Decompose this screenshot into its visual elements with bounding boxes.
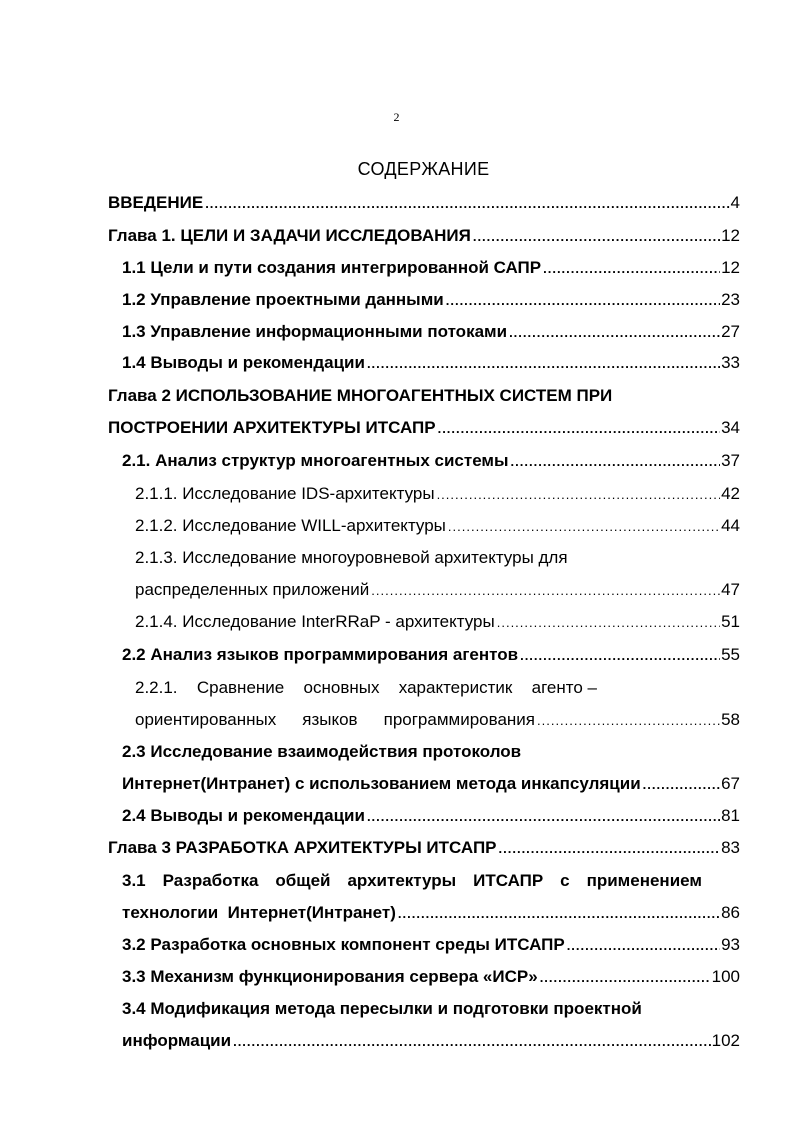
toc-entry-2-2 [122,642,740,668]
toc-entry-3-2 [122,932,740,958]
toc-entry-2-4 [122,803,740,829]
leader-dots [448,514,720,540]
toc-entry-text: информации [122,1031,232,1050]
page-number: 2 [393,110,400,124]
leader-dots [520,643,720,669]
word: архитектуры [347,871,457,890]
toc-entry-intro [108,190,740,216]
word: общей [275,871,331,890]
word: языков [302,710,358,729]
leader-dots [371,578,720,604]
word: 2.2.1. [135,678,178,697]
word: применением [586,871,702,890]
leader-dots [567,933,720,959]
toc-entry-chapter-3 [108,835,740,861]
word: с [560,871,570,890]
word: агенто – [531,678,597,697]
toc-entry-3-1 [122,900,740,926]
leader-dots [367,804,720,830]
toc-entry-page: 51 [721,612,740,631]
toc-entry-3-3 [122,964,740,990]
toc-entry-text: Интернет(Интранет) с использованием метода инкапсуляции [122,774,641,793]
toc-entry-1-4 [122,350,740,376]
word: ориентированных [135,710,277,729]
toc-entry-text: 2.2 Анализ языков программирования агентов [122,645,519,664]
toc-entry-page: 34 [721,418,740,437]
leader-dots [511,449,721,475]
word: ИТСАПР [473,871,544,890]
toc-entry-page: 47 [721,580,740,599]
word: 3.1 [122,871,146,890]
toc-entry-text: 3.2 Разработка основных компонент среды ИТСАПР [122,935,565,954]
toc-entry-page: 42 [721,484,740,503]
toc-entry-page: 81 [721,806,740,825]
toc-entry-page: 58 [721,710,740,729]
toc-entry-page: 102 [711,1031,740,1050]
toc-entry-page: 86 [721,903,740,922]
toc-entry-chapter-2 [108,415,740,441]
toc-entry-2-1-4 [135,609,740,635]
toc-entry-page: 4 [730,193,740,212]
toc-entry-page: 37 [721,451,740,470]
word: основных [303,678,380,697]
toc-entry-2-3 [122,771,740,797]
toc-entry-chapter-2-line1: Глава 2 ИСПОЛЬЗОВАНИЕ МНОГОАГЕНТНЫХ СИСТЕМ ПРИ [108,386,613,405]
toc-entry-3-1-line1 [122,868,702,894]
toc-entry-page: 55 [721,645,740,664]
toc-entry-text: ПОСТРОЕНИИ АРХИТЕКТУРЫ ИТСАПР [108,418,436,437]
toc-entry-text: 1.4 Выводы и рекомендации [122,353,365,372]
leader-dots [398,901,720,927]
toc-entry-page: 12 [721,258,740,277]
leader-dots [233,1029,711,1055]
toc-entry-page: 100 [711,967,740,986]
toc-entry-text: распределенных приложений [135,580,370,599]
toc-entry-page: 23 [721,290,740,309]
toc-entry-2-1 [122,448,740,474]
toc-entry-text [135,707,535,733]
toc-entry-text: 1.1 Цели и пути создания интегрированной САПР [122,258,542,277]
toc-entry-2-1-1 [135,481,740,507]
toc-entry-text: 1.2 Управление проектными данными [122,290,444,309]
toc-entry-text: 2.1.1. Исследование IDS-архитектуры [135,484,435,503]
toc-entry-text: ВВЕДЕНИЕ [108,193,204,212]
toc-entry-text: Глава 1. ЦЕЛИ И ЗАДАЧИ ИССЛЕДОВАНИЯ [108,226,471,245]
toc-entry-2-2-1-line1 [135,675,597,701]
toc-entry-text: 1.3 Управление информационными потоками [122,322,508,341]
leader-dots [509,320,720,346]
toc-entry-1-3 [122,319,740,345]
toc-entry-page: 93 [721,935,740,954]
toc-entry-text: 2.1. Анализ структур многоагентных системы [122,451,509,470]
toc-entry-2-1-3 [135,577,740,603]
leader-dots [499,836,721,862]
toc-entry-text: 3.3 Механизм функционирования сервера «ИСР» [122,967,538,986]
toc-entry-2-1-3-line1: 2.1.3. Исследование многоуровневой архитектуры для [135,548,568,567]
toc-entry-page: 44 [721,516,740,535]
toc-entry-text: 2.4 Выводы и рекомендации [122,806,365,825]
toc-entry-1-2 [122,287,740,313]
toc-entry-page: 27 [721,322,740,341]
leader-dots [497,610,720,636]
word: Разработка [162,871,259,890]
leader-dots [205,191,729,217]
word: Сравнение [196,678,285,697]
leader-dots [367,351,720,377]
leader-dots [446,288,720,314]
toc-entry-page: 33 [721,353,740,372]
leader-dots [438,416,721,442]
toc-entry-page: 83 [721,838,740,857]
toc-entry-chapter-1 [108,223,740,249]
toc-entry-2-3-line1: 2.3 Исследование взаимодействия протоколов [122,742,522,761]
leader-dots [540,965,711,991]
toc-entry-text: 2.1.4. Исследование InterRRaP - архитектуры [135,612,495,631]
leader-dots [537,708,720,734]
toc-entry-3-4-line1: 3.4 Модификация метода пересылки и подготовки проектной [122,999,642,1018]
word: характеристик [398,678,513,697]
toc-entry-page: 67 [721,774,740,793]
toc-entry-text: 2.1.2. Исследование WILL-архитектуры [135,516,446,535]
toc-entry-3-4 [122,1028,740,1054]
leader-dots [437,482,721,508]
toc-entry-1-1 [122,255,740,281]
leader-dots [543,256,720,282]
toc-entry-text: Глава 3 РАЗРАБОТКА АРХИТЕКТУРЫ ИТСАПР [108,838,497,857]
leader-dots [643,772,720,798]
toc-entry-2-2-1 [135,707,740,733]
toc-entry-2-1-2 [135,513,740,539]
page-title: СОДЕРЖАНИЕ [357,159,490,179]
leader-dots [473,224,720,250]
toc-entry-text: технологии Интернет(Интранет) [122,903,396,922]
toc-entry-page: 12 [721,226,740,245]
word: программирования [383,710,535,729]
